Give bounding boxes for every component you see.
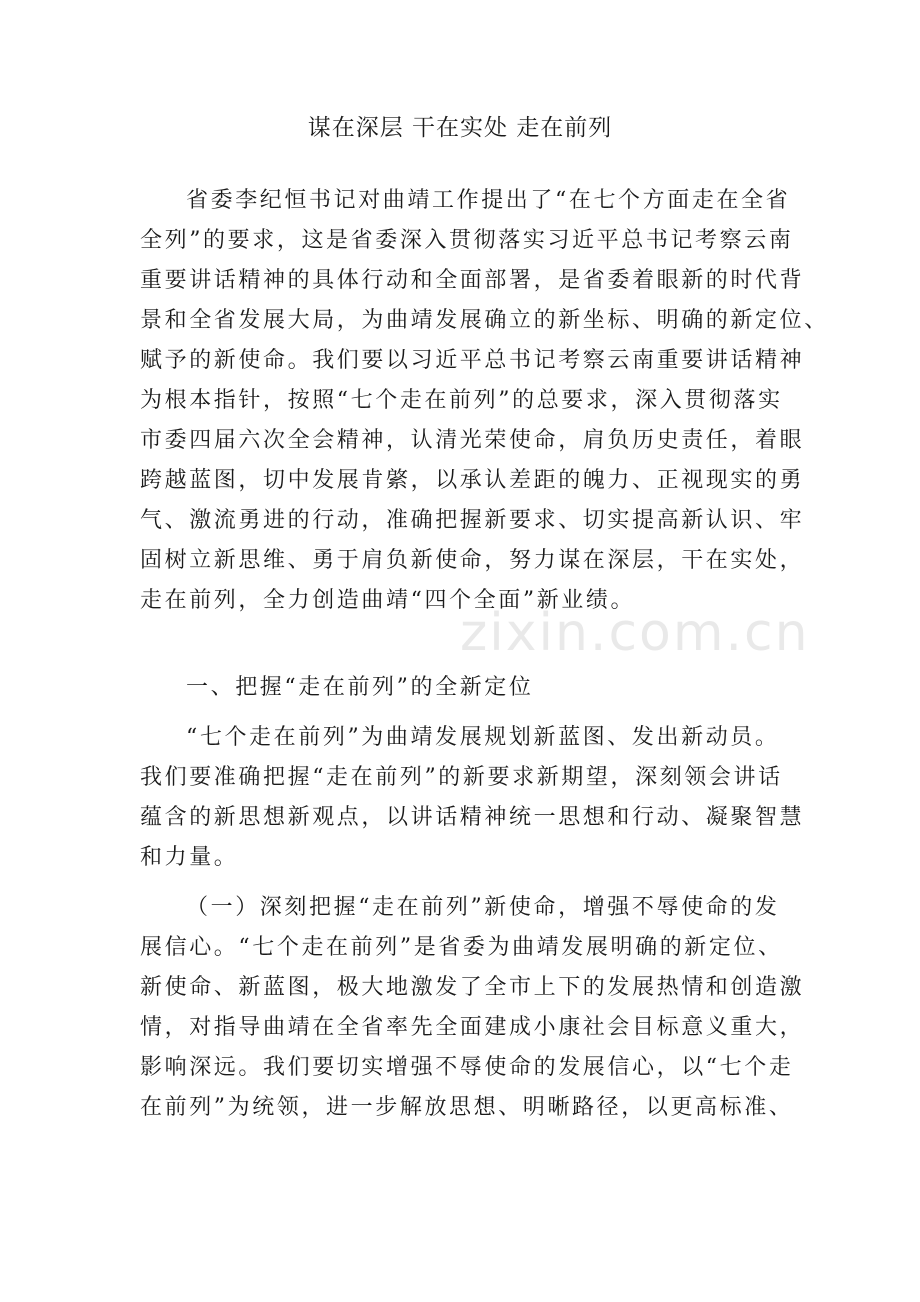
body-line: 蕴含的新思想新观点，以讲话精神统一思想和行动、凝聚智慧 <box>140 805 805 830</box>
body-line: 气、激流勇进的行动，准确把握新要求、切实提高新认识、牢 <box>140 508 805 533</box>
body-line: 固树立新思维、勇于肩负新使命，努力谋在深层，干在实处， <box>140 548 805 573</box>
body-line: 情，对指导曲靖在全省率先全面建成小康社会目标意义重大， <box>140 1015 805 1040</box>
body-line: 市委四届六次全会精神，认清光荣使命，肩负历史责任，着眼 <box>140 428 805 453</box>
section-heading: 一、把握“走在前列”的全新定位 <box>186 675 534 700</box>
body-line: 在前列”为统领，进一步解放思想、明晰路径，以更高标准、 <box>140 1095 794 1120</box>
body-line: 影响深远。我们要切实增强不辱使命的发展信心，以“七个走 <box>140 1055 794 1080</box>
body-line: “七个走在前列”为曲靖发展规划新蓝图、发出新动员。 <box>186 725 780 750</box>
subsection-line: （一）深刻把握“走在前列”新使命，增强不辱使命的发 <box>186 895 780 920</box>
body-line: 全列”的要求，这是省委深入贯彻落实习近平总书记考察云南 <box>140 228 794 253</box>
body-line: 重要讲话精神的具体行动和全面部署，是省委着眼新的时代背 <box>140 268 805 293</box>
body-line: 跨越蓝图，切中发展肯綮，以承认差距的魄力、正视现实的勇 <box>140 468 805 493</box>
body-line: 展信心。“七个走在前列”是省委为曲靖发展明确的新定位、 <box>140 935 783 960</box>
body-line: 赋予的新使命。我们要以习近平总书记考察云南重要讲话精神 <box>140 348 805 373</box>
body-line: 省委李纪恒书记对曲靖工作提出了“在七个方面走在全省 <box>186 188 791 213</box>
body-line: 为根本指针，按照“七个走在前列”的总要求，深入贯彻落实 <box>140 388 783 413</box>
body-line: 景和全省发展大局，为曲靖发展确立的新坐标、明确的新定位、 <box>140 308 829 333</box>
document-title: 谋在深层 干在实处 走在前列 <box>307 115 613 141</box>
watermark: zixin.com.cn <box>460 603 810 663</box>
body-line: 和力量。 <box>140 845 239 870</box>
body-line: 走在前列，全力创造曲靖“四个全面”新业绩。 <box>140 588 636 613</box>
body-line: 新使命、新蓝图，极大地激发了全市上下的发展热情和创造激 <box>140 975 805 1000</box>
body-line: 我们要准确把握“走在前列”的新要求新期望，深刻领会讲话 <box>140 765 783 790</box>
